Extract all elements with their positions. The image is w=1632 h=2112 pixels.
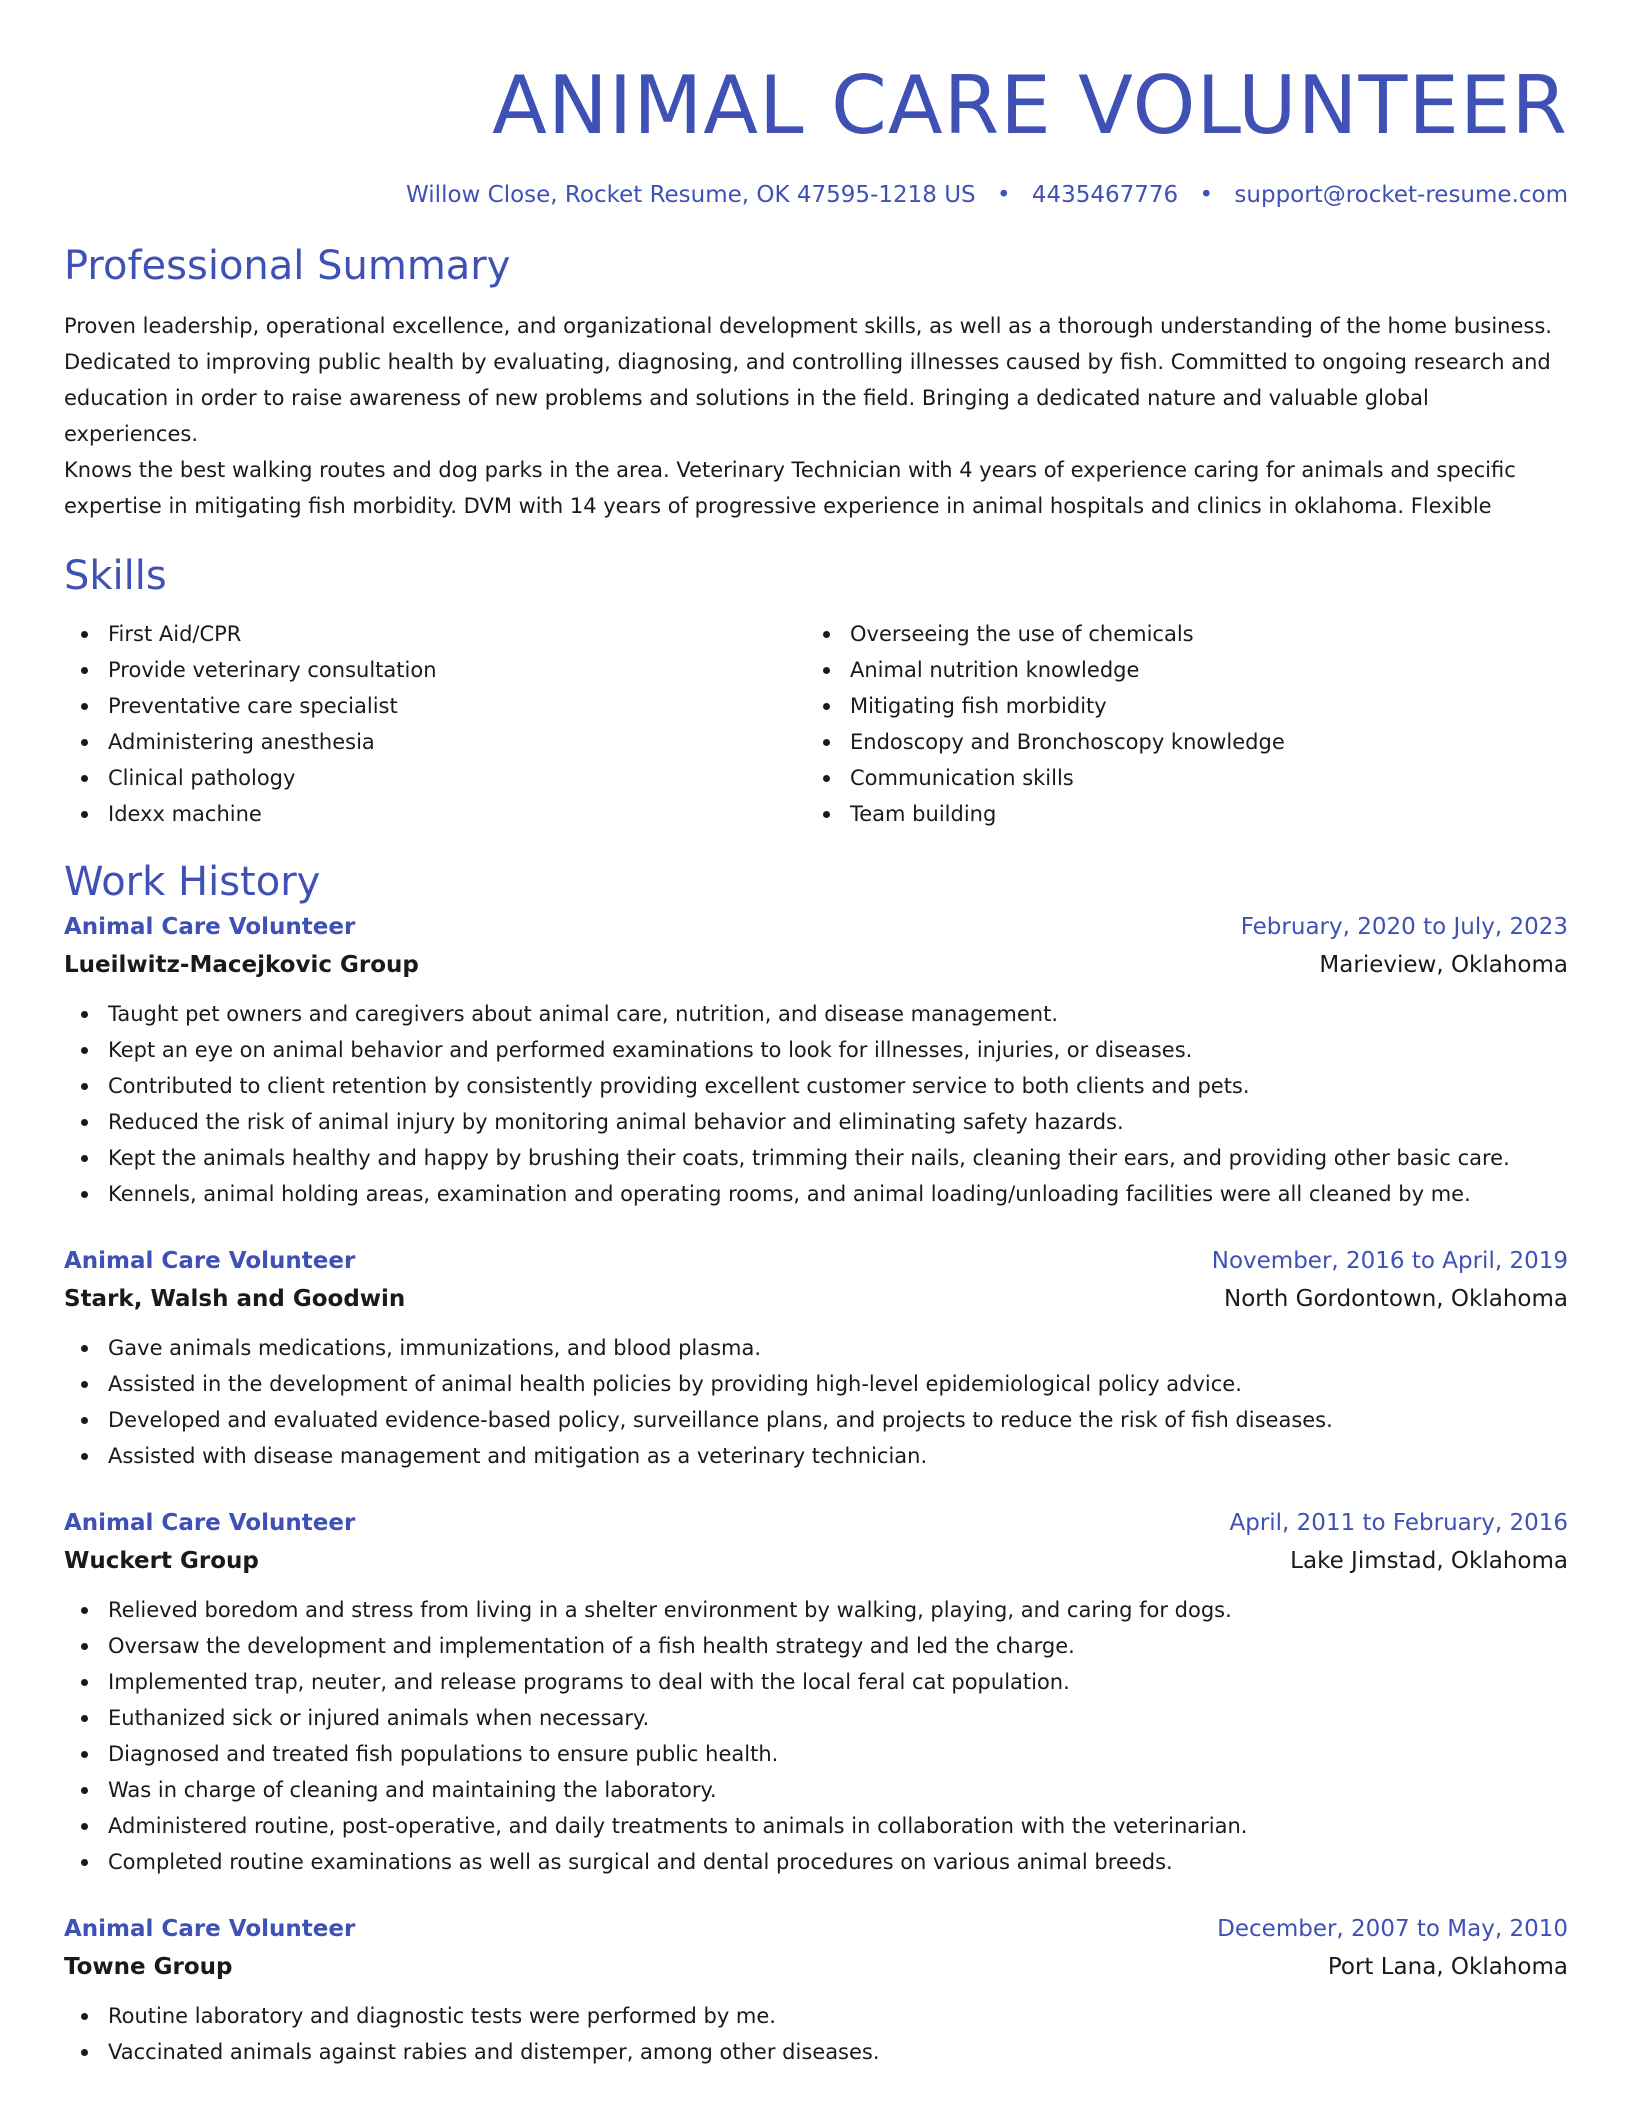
skill-item: Team building xyxy=(806,796,1548,832)
job-duties xyxy=(64,1330,1568,1474)
summary-line: education in order to raise awareness of new problems and solutions in the field. Bringing a dedicated nature and valuable global experiences. xyxy=(64,386,1429,446)
skills-list-left xyxy=(64,616,806,832)
job-company-row xyxy=(64,1280,1568,1318)
summary-line: Proven leadership, operational excellence, and organizational development skills, as well as a thorough understanding of the home business. xyxy=(64,314,1552,338)
skill-item: Endoscopy and Bronchoscopy knowledge xyxy=(806,724,1548,760)
resume-name: ANIMAL CARE VOLUNTEER xyxy=(492,59,1568,152)
job-title-row xyxy=(64,1910,1568,1948)
job-duty: Routine laboratory and diagnostic tests were performed by me. xyxy=(64,1998,1568,2034)
contact-separator: • xyxy=(1199,182,1214,208)
summary-line: expertise in mitigating fish morbidity. DVM with 14 years of progressive experience in animal hospitals and clinics in oklahoma. Flexible xyxy=(64,494,1492,518)
work-section xyxy=(64,856,1568,2070)
skills-section xyxy=(64,550,1568,832)
summary-section xyxy=(64,240,1568,524)
skills-list-right xyxy=(806,616,1548,832)
work-heading: Work History xyxy=(64,859,321,905)
job-duty: Kept an eye on animal behavior and performed examinations to look for illnesses, injuries, or diseases. xyxy=(64,1032,1568,1068)
skill-item: Overseeing the use of chemicals xyxy=(806,616,1548,652)
job-duty: Assisted in the development of animal health policies by providing high-level epidemiological policy advice. xyxy=(64,1366,1568,1402)
job-company: Wuckert Group xyxy=(64,1548,259,1574)
skill-item: Animal nutrition knowledge xyxy=(806,652,1548,688)
job-title: Animal Care Volunteer xyxy=(64,1510,356,1536)
job-location: North Gordontown, Oklahoma xyxy=(1224,1286,1568,1312)
job-duty: Euthanized sick or injured animals when necessary. xyxy=(64,1700,1568,1736)
skill-item: Clinical pathology xyxy=(64,760,806,796)
contact-address: Willow Close, Rocket Resume, OK 47595-1218 US xyxy=(406,182,976,208)
job-list xyxy=(64,908,1568,2070)
job-duty: Was in charge of cleaning and maintaining the laboratory. xyxy=(64,1772,1568,1808)
job-dates: November, 2016 to April, 2019 xyxy=(1211,1248,1568,1274)
skill-item: Administering anesthesia xyxy=(64,724,806,760)
job-location: Port Lana, Oklahoma xyxy=(1327,1954,1568,1980)
job-duty: Diagnosed and treated fish populations to ensure public health. xyxy=(64,1736,1568,1772)
contact-separator: • xyxy=(996,182,1011,208)
job-location: Lake Jimstad, Oklahoma xyxy=(1290,1548,1568,1574)
job-dates: April, 2011 to February, 2016 xyxy=(1229,1510,1568,1536)
summary-line: Knows the best walking routes and dog parks in the area. Veterinary Technician with 4 years of experience caring for animals and specific xyxy=(64,458,1516,482)
job-duty: Developed and evaluated evidence-based policy, surveillance plans, and projects to reduce the risk of fish diseases. xyxy=(64,1402,1568,1438)
job-title: Animal Care Volunteer xyxy=(64,1248,356,1274)
job-duty: Vaccinated animals against rabies and distemper, among other diseases. xyxy=(64,2034,1568,2070)
skill-item: Provide veterinary consultation xyxy=(64,652,806,688)
job-duty: Contributed to client retention by consistently providing excellent customer service to both clients and pets. xyxy=(64,1068,1568,1104)
job-entry xyxy=(64,1910,1568,2070)
job-duty: Taught pet owners and caregivers about animal care, nutrition, and disease management. xyxy=(64,996,1568,1032)
job-duty: Gave animals medications, immunizations, and blood plasma. xyxy=(64,1330,1568,1366)
job-duty: Administered routine, post-operative, and daily treatments to animals in collaboration with the veterinarian. xyxy=(64,1808,1568,1844)
job-entry xyxy=(64,1242,1568,1474)
job-duty: Relieved boredom and stress from living in a shelter environment by walking, playing, and caring for dogs. xyxy=(64,1592,1568,1628)
job-title-row xyxy=(64,1242,1568,1280)
job-duty: Kept the animals healthy and happy by brushing their coats, trimming their nails, cleaning their ears, and providing other basic care. xyxy=(64,1140,1568,1176)
job-duty: Oversaw the development and implementation of a fish health strategy and led the charge. xyxy=(64,1628,1568,1664)
skill-item: Preventative care specialist xyxy=(64,688,806,724)
job-company: Lueilwitz-Macejkovic Group xyxy=(64,952,419,978)
job-company: Towne Group xyxy=(64,1954,233,1980)
job-company-row xyxy=(64,946,1568,984)
job-company-row xyxy=(64,1542,1568,1580)
skill-item: First Aid/CPR xyxy=(64,616,806,652)
skill-item: Idexx machine xyxy=(64,796,806,832)
skill-item: Communication skills xyxy=(806,760,1548,796)
job-duty: Completed routine examinations as well as surgical and dental procedures on various animal breeds. xyxy=(64,1844,1568,1880)
job-title: Animal Care Volunteer xyxy=(64,1916,356,1942)
job-title-row xyxy=(64,908,1568,946)
contact-email: support@rocket-resume.com xyxy=(1234,182,1568,208)
resume-page xyxy=(64,0,1568,2070)
job-title-row xyxy=(64,1504,1568,1542)
job-title: Animal Care Volunteer xyxy=(64,914,356,940)
job-duties xyxy=(64,996,1568,1212)
job-duty: Kennels, animal holding areas, examination and operating rooms, and animal loading/unloading facilities were all cleaned by me. xyxy=(64,1176,1568,1212)
job-duty: Reduced the risk of animal injury by monitoring animal behavior and eliminating safety hazards. xyxy=(64,1104,1568,1140)
job-duty: Assisted with disease management and mitigation as a veterinary technician. xyxy=(64,1438,1568,1474)
job-duties xyxy=(64,1592,1568,1880)
job-company-row xyxy=(64,1948,1568,1986)
job-dates: February, 2020 to July, 2023 xyxy=(1240,914,1568,940)
skills-heading: Skills xyxy=(64,553,167,599)
skill-item: Mitigating fish morbidity xyxy=(806,688,1548,724)
job-dates: December, 2007 to May, 2010 xyxy=(1217,1916,1568,1942)
contact-line xyxy=(64,180,1568,210)
job-company: Stark, Walsh and Goodwin xyxy=(64,1286,406,1312)
job-duty: Implemented trap, neuter, and release programs to deal with the local feral cat population. xyxy=(64,1664,1568,1700)
job-duties xyxy=(64,1998,1568,2070)
summary-heading: Professional Summary xyxy=(64,243,511,289)
job-entry xyxy=(64,1504,1568,1880)
job-location: Marieview, Oklahoma xyxy=(1319,952,1568,978)
job-entry xyxy=(64,908,1568,1212)
summary-text xyxy=(64,308,1568,524)
contact-phone: 4435467776 xyxy=(1031,182,1179,208)
summary-line: Dedicated to improving public health by evaluating, diagnosing, and controlling illnesses caused by fish. Committed to ongoing research and xyxy=(64,350,1551,374)
skills-columns xyxy=(64,616,1568,832)
